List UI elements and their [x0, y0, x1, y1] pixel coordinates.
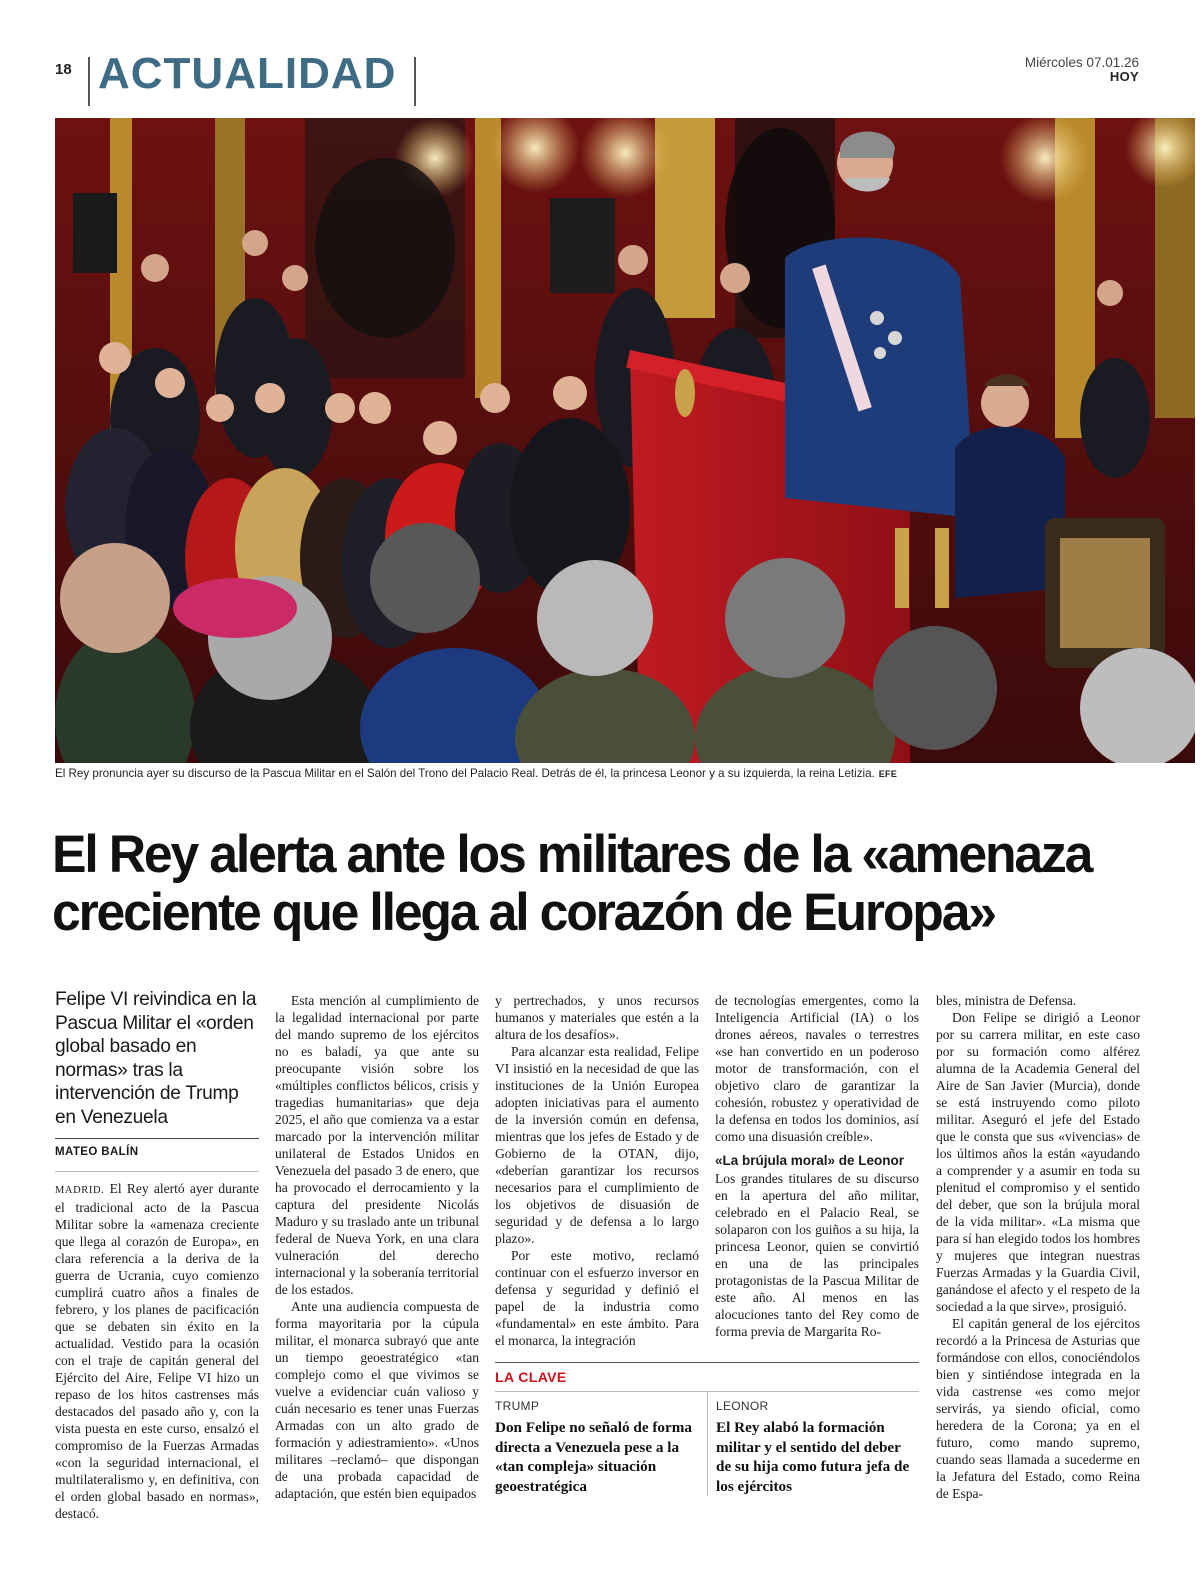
article-subhead: Felipe VI reivindica en la Pascua Militar el «orden global basado en normas» tras la intervención de Trump en Venezuela — [55, 989, 257, 1128]
page-number: 18 — [55, 61, 72, 78]
caption-text: El Rey pronuncia ayer su discurso de la Pascua Militar en el Salón del Trono del Palacio Real. Detrás de él, la princesa Leonor y a su izquierda, la reina Letizia. — [55, 767, 875, 780]
article-column-4 — [715, 992, 919, 1340]
article-column-5 — [936, 992, 1140, 1502]
newspaper-name: HOY — [1109, 69, 1139, 85]
paragraph: de tecnologías emergentes, como la Inteligencia Artificial (IA) o los drones aéreos, navales o terrestres «se han convertido en un poderoso motor de transformación, con el objetivo claro de garantizar la cohesión, robustez y operatividad de la defensa en todos los dominios, así como una disuasión creíble». — [715, 993, 919, 1144]
headline-line-1: El Rey alerta ante los militares de la «amenaza — [52, 825, 1092, 884]
dateline-location: MADRID. — [55, 1185, 105, 1196]
section-title: ACTUALIDAD — [98, 49, 397, 98]
la-clave-kicker: TRUMP — [495, 1399, 540, 1413]
paragraph: Don Felipe se dirigió a Leonor por su carrera militar, en este caso por su formación como alférez alumna de la Academia General del Aire de San Javier (Murcia), donde se está instruyendo como piloto militar. Aseguró el jefe del Estado que le consta que sus «vivencias» de los últimos años la están «ayudando a comprender y a asumir en toda su plenitud el compromiso y el sentido del deber, que son la brújula moral de la vida militar». «La misma que para sí han elegido todos los hombres y mujeres que integran nuestras Fuerzas Armadas y la Guardia Civil, ganándose el afecto y el respeto de la sociedad a la que sirve», prosiguió. — [936, 1010, 1140, 1314]
lead-photo — [55, 118, 1195, 763]
paragraph: Los grandes titulares de su discurso en la apertura del año militar, celebrado en el Palacio Real, se solaparon con los guiños a su hija, la princesa Leonor, quien se convirtió en una de las principales protagonistas de la Pascua Militar de este año. Al menos en las alocuciones tanto del Rey como de forma previa de Margarita Ro- — [715, 1171, 919, 1339]
byline-rule-bottom — [55, 1171, 259, 1172]
dateline — [1025, 56, 1139, 84]
section-divider-right — [414, 57, 416, 106]
la-clave-box — [495, 1362, 919, 1496]
byline-rule-top — [55, 1138, 259, 1139]
paragraph: y pertrechados, y unos recursos humanos y materiales que estén a la altura de los desafíos». — [495, 993, 699, 1042]
la-clave-kicker: LEONOR — [716, 1399, 769, 1413]
intertitle: «La brújula moral» de Leonor — [715, 1153, 905, 1168]
paragraph: Ante una audiencia compuesta de forma mayoritaria por la cúpula militar, el monarca subrayó que ante un tiempo geoestratégico «tan complejo como el que vivimos se vuelve a evidenciar cuán valioso y cuán necesario es tener unas Fuerzas Armadas con un alto grado de formación y adiestramiento». «Unos militares –reclamó– que dispongan de una probada capacidad de adaptación, que estén bien equipados — [275, 1299, 479, 1501]
paragraph: bles, ministra de Defensa. — [936, 993, 1077, 1008]
la-clave-item — [495, 1392, 707, 1496]
la-clave-label: LA CLAVE — [495, 1369, 567, 1385]
la-clave-items — [495, 1392, 919, 1496]
paragraph: MADRID. El Rey alertó ayer durante el tradicional acto de la Pascua Militar sobre la «amenaza creciente que llega al corazón de Europa», en clara referencia a la deriva de la guerra de Ucrania, cuyo comienzo cumplirá cuatro años a finales de febrero, y los planes de pacificación que se debaten sin éxito en la actualidad. Vestido para la ocasión con el traje de capitán general del Ejército del Aire, Felipe VI hizo un repaso de los hitos castrenses más destacados del pasado año y, con la vista puesta en este curso, ensalzó el compromiso de la Fuerzas Armadas «con la seguridad internacional, el multilateralismo y, en definitiva, con el orden global basado en normas», destacó. — [55, 1181, 259, 1521]
paragraph: El capitán general de los ejércitos recordó a la Princesa de Asturias que formándose con ellos, conociéndolos bien y sintiéndose integrada en la vida castrense «es como mejor servirás, ya siendo oficial, como heredera de la Corona; ya en el futuro, como mando supremo, cuando seas llamada a sucederme en la Jefatura del Estado, como Reina de Espa- — [936, 1316, 1140, 1501]
article-column-1 — [55, 989, 259, 1522]
photo-illustration — [55, 118, 1195, 763]
article-column-2 — [275, 992, 479, 1502]
la-clave-text: El Rey alabó la formación militar y el sentido del deber de su hija como futura jefa de los ejércitos — [716, 1419, 910, 1495]
issue-date: Miércoles 07.01.26 — [1024, 55, 1139, 70]
paragraph: Para alcanzar esta realidad, Felipe VI insistió en la necesidad de que las instituciones de la Unión Europea adopten iniciativas para el aumento de la inversión común en defensa, mientras que los jefes de Estado y de Gobierno de la OTAN, dijo, «deberían garantizar los recursos necesarios para el cumplimiento de los objetivos de disuasión de seguridad y de defensa a lo largo plazo». — [495, 1044, 699, 1246]
article-column-3 — [495, 992, 699, 1349]
la-clave-text: Don Felipe no señaló de forma directa a Venezuela pese a la «tan compleja» situación geoestratégica — [495, 1419, 693, 1495]
photo-caption — [55, 767, 897, 780]
headline-line-2: creciente que llega al corazón de Europa» — [52, 883, 995, 942]
la-clave-item — [707, 1392, 919, 1496]
photo-credit: EFE — [878, 769, 898, 779]
paragraph: Esta mención al cumplimiento de la legalidad internacional por parte del mando supremo de los ejércitos no es baladí, ya que ante su preocupante visión sobre los «múltiples conflictos bélicos, crisis y tragedias humanitarias» que deja 2025, el año que comienza va a estar marcado por la intervención militar unilateral de Estados Unidos en Venezuela del pasado 3 de enero, que ha provocado el derrocamiento y la captura del presidente Nicolás Maduro y su traslado ante un tribunal federal de Nueva York, en una clara vulneración del derecho internacional y la soberanía territorial de los estados. — [275, 993, 479, 1297]
article-headline — [52, 826, 1136, 942]
byline: MATEO BALÍN — [55, 1146, 139, 1158]
section-divider-left — [88, 57, 90, 106]
paragraph: Por este motivo, reclamó continuar con el esfuerzo inversor en defensa y seguridad y definió el papel de la industria como «fundamental» en este ámbito. Para el monarca, la integración — [495, 1248, 699, 1348]
